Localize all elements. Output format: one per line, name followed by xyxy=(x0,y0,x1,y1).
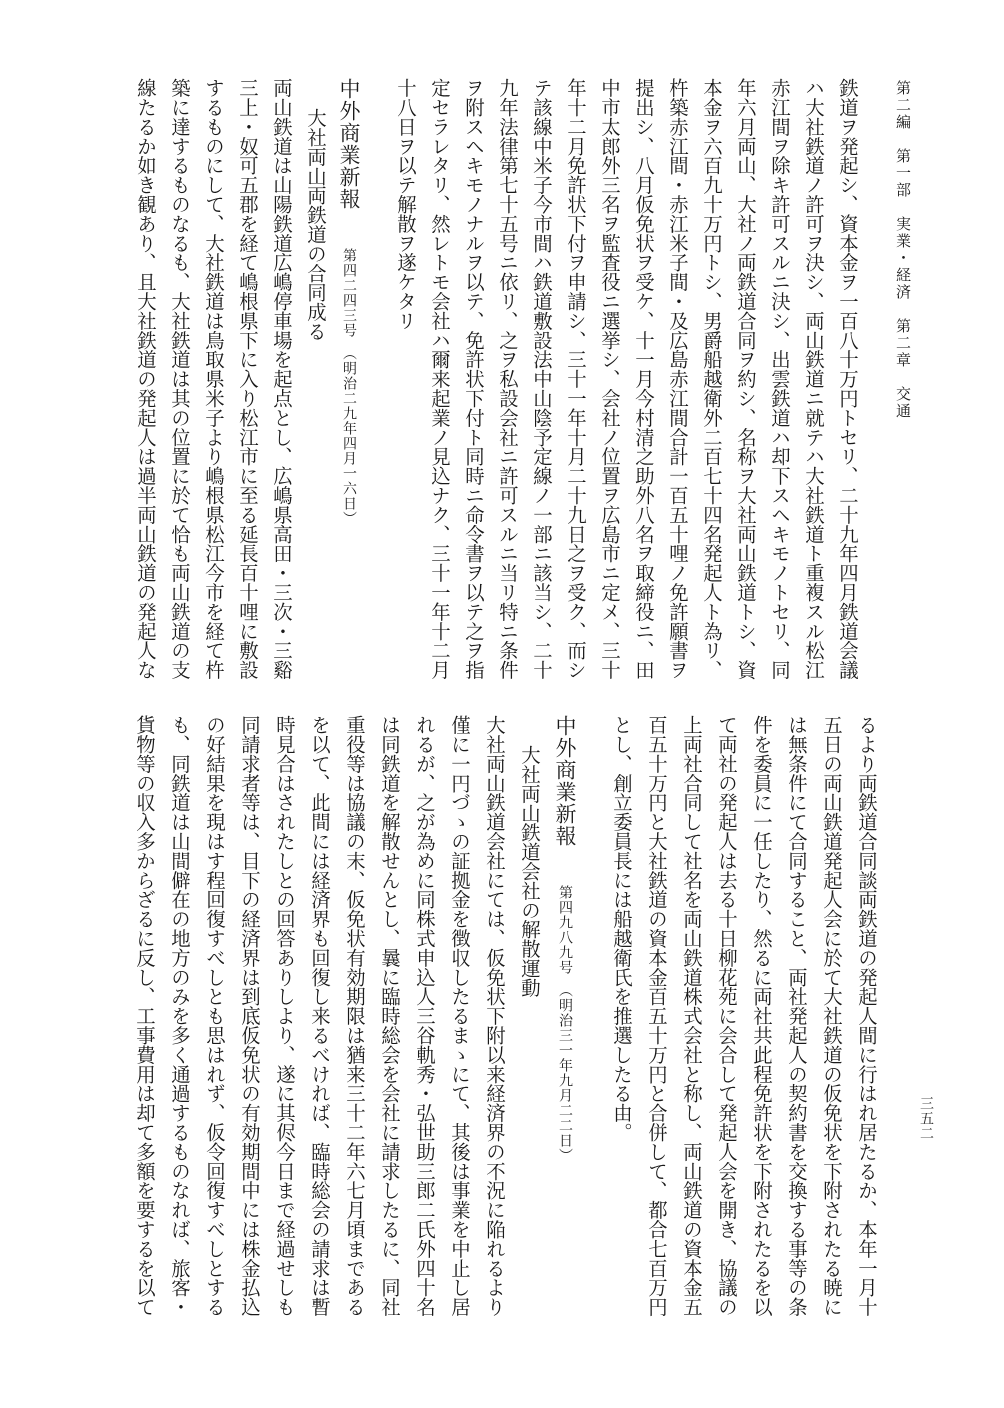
lower-text-block xyxy=(127,715,884,1325)
article3-line: 大社両山鉄道会社にては、仮免状下附以来経済界の不況に陥れるより xyxy=(483,715,506,1317)
article1-line: 中市太郎外三名ヲ監査役ニ選挙シ、会社ノ位置ヲ広島市ニ定メ、三十 xyxy=(598,78,621,680)
article2-cont-line: とし、創立委員長には船越衛氏を推選したる由。 xyxy=(610,715,633,1142)
article2-cont-line: て両社の発起人は去る十日柳花苑に会合して発起人会を開き、協議の xyxy=(715,715,738,1317)
article2-cont-line: 五日の両山鉄道発起人会に於て大社鉄道の仮免状を下附されたる暁に xyxy=(820,715,843,1317)
running-header: 第二編 第一部 実業・経済 第二章 交通 xyxy=(894,80,912,420)
article1-line: 年六月両山、大社ノ両鉄道合同ヲ約シ、名称ヲ大社両山鉄道トシ、資 xyxy=(734,78,757,680)
article1-line: ヲ附スヘキモノナルヲ以テ、免許状下付ト同時ニ命令書ヲ以テ之ヲ指 xyxy=(462,78,485,680)
article3-line: 貨物等の収入多からざるに反し、工事費用は却て多額を要するを以て xyxy=(133,715,156,1317)
article2-cont-line: 上両社合同して社名を両山鉄道株式会社と称し、両山鉄道の資本金五 xyxy=(680,715,703,1317)
article3-issue: 第四九八九号 （明治三一年九月二二日） xyxy=(557,885,573,1163)
article1-line: 本金ヲ六百九十万円トシ、男爵船越衛外二百七十四名発起人ト為リ、 xyxy=(700,78,723,680)
article3-line: 僅に一円づゝの証拠金を徴収したるまゝにて、其後は事業を中止し居 xyxy=(448,715,471,1317)
article3-line: は同鉄道を解散せんとし、曩に臨時総会を会社に請求したるに、同社 xyxy=(378,715,401,1317)
article3-line: 同請求者等は、目下の経済界は到底仮免状の有効期間中には株金払込 xyxy=(238,715,261,1317)
article3-line: も、同鉄道は山間僻在の地方のみを多く通過するものなれば、旅客・ xyxy=(168,715,191,1317)
article3-line: 時見合はされたしとの回答ありしより、遂に其侭今日まで経過せしも xyxy=(273,715,296,1317)
article3-line: 重役等は協議の末、仮免状有効期限は猶来三十二年六七月頃まである xyxy=(343,715,366,1317)
article3-line: の好結果を現はす程回復すべしとも思はれず、仮令回復すべしとする xyxy=(203,715,226,1317)
article2-source: 中外商業新報 xyxy=(337,78,361,210)
article1-line: テ該線中米子今市間ハ鉄道敷設法中山陰予定線ノ一部ニ該当シ、二十 xyxy=(530,78,553,680)
article3-source: 中外商業新報 xyxy=(553,715,577,847)
article2-cont-line: 百五十万円と大社鉄道の資本金百五十万円と合併して、都合七百万円 xyxy=(645,715,668,1317)
article2-cont-line: 件を委員に一任したり、然るに両社共此程免許状を下附されたるを以 xyxy=(750,715,773,1317)
article1-line: 年十二月免許状下付ヲ申請シ、三十一年十月二十九日之ヲ受ク、而シ xyxy=(564,78,587,680)
article2-issue: 第四二四三号 （明治二九年四月一六日） xyxy=(341,248,357,526)
article2-line: 三上・奴可五郡を経て嶋根県下に入り松江市に至る延長百十哩に敷設 xyxy=(236,78,259,680)
article2-title: 大社両山両鉄道の合同成る xyxy=(304,108,327,341)
article3-heading xyxy=(547,715,582,1325)
article2-line: 両山鉄道は山陽鉄道広嶋停車場を起点とし、広嶋県高田・三次・三谿 xyxy=(270,78,293,680)
column-gap xyxy=(582,715,604,1325)
article1-line: 鉄道ヲ発起シ、資本金ヲ一百八十万円トセリ、二十九年四月鉄道会議 xyxy=(836,78,859,680)
page-number: 三五二 xyxy=(918,1096,934,1141)
article2-cont-line: は無条件にて合同すること、両社発起人の契約書を交換する事等の条 xyxy=(785,715,808,1317)
article1-line: 九年法律第七十五号ニ依リ、之ヲ私設会社ニ許可スルニ当リ特ニ条件 xyxy=(496,78,519,680)
article1-line: 杵築赤江間・赤江米子間・及広島赤江間合計一百五十哩ノ免許願書ヲ xyxy=(666,78,689,680)
article1-line: ハ大社鉄道ノ許可ヲ決シ、両山鉄道ニ就テハ大社鉄道ト重複スル松江 xyxy=(802,78,825,680)
article1-line: 提出シ、八月仮免状ヲ受ケ、十一月今村清之助外八名ヲ取締役ニ、田 xyxy=(632,78,655,680)
article2-line: するものにして、大社鉄道は鳥取県米子より嶋根県松江今市を経て杵 xyxy=(202,78,225,680)
article2-line: 線たるか如き観あり、且大社鉄道の発起人は過半両山鉄道の発起人な xyxy=(134,78,157,680)
article3-title: 大社両山鉄道会社の解散運動 xyxy=(518,745,541,998)
article3-line: を以て、此間には経済界も回復し来るべければ、臨時総会の請求は暫 xyxy=(308,715,331,1317)
article3-line: れるが、之が為めに同株式申込人三谷軌秀・弘世助三郎二氏外四十名 xyxy=(413,715,436,1317)
article1-line: 十八日ヲ以テ解散ヲ遂ケタリ xyxy=(394,78,417,331)
article2-line: 築に達するものなるも、大社鉄道は其の位置に於て恰も両山鉄道の支 xyxy=(168,78,191,680)
article1-line: 赤江間ヲ除キ許可スルニ決シ、出雲鉄道ハ却下スヘキモノトセリ、同 xyxy=(768,78,791,680)
article2-cont-line: るより両鉄道合同談両鉄道の発起人間に行はれ居たるか、本年一月十 xyxy=(855,715,878,1317)
article1-line: 定セラレタリ、然レトモ会社ハ爾来起業ノ見込ナク、三十一年十二月 xyxy=(428,78,451,680)
